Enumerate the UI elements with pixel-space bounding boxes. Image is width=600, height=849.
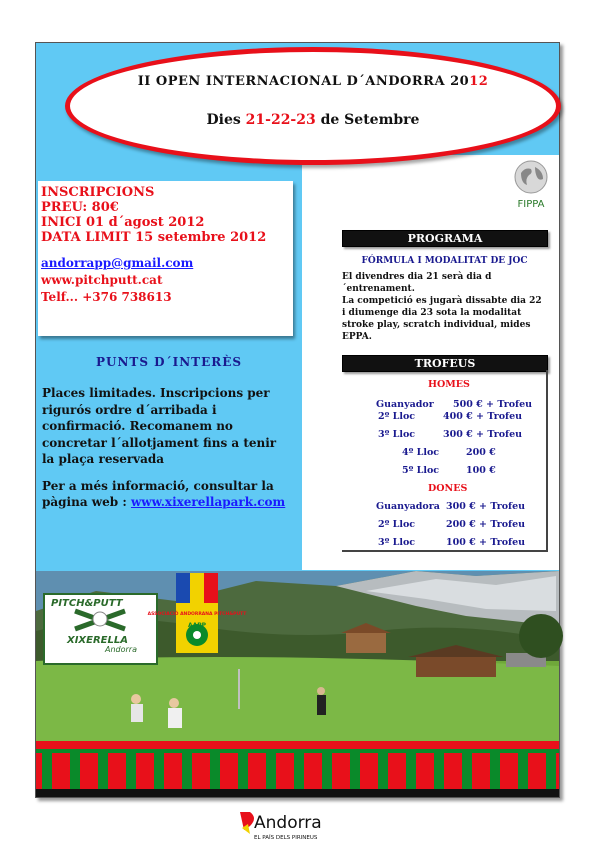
prize-place: 2º Lloc	[378, 519, 416, 530]
prize-amount: 200 €	[466, 447, 496, 458]
event-dates: Dies 21-22-23 de Setembre	[206, 112, 420, 128]
prize-place: 2º Lloc	[378, 411, 416, 422]
andorra-tagline: EL PAÍS DELS PIRINEUS	[254, 835, 318, 841]
inscriptions-line: INSCRIPCIONS	[41, 185, 155, 200]
aapp-text: ASSOCIACIÓ ANDORRANA PITCH&PUTT	[147, 612, 247, 617]
prize-place: Guanyadora	[376, 501, 440, 512]
golf-ball-icon	[70, 609, 130, 631]
program-heading: PROGRAMA	[342, 230, 548, 247]
flag-stripes	[36, 741, 559, 797]
interest-paragraph: Places limitades. Inscripcions per rigurós ordre d´arribada i confirmació. Recomanem no concretar l´allotjament fins a tenir la plaça reservada	[42, 386, 277, 466]
prize-place: 4º Lloc	[402, 447, 440, 458]
xixerella-text: XIXERELLA	[67, 635, 128, 646]
format-title: FÓRMULA I MODALITAT DE JOC	[361, 256, 528, 266]
men-heading: HOMES	[428, 379, 470, 390]
program-details	[342, 255, 547, 343]
phone-text: Telf... +376 738613	[41, 290, 172, 304]
prize-place: 3º Lloc	[378, 537, 416, 548]
title-oval	[65, 47, 561, 165]
event-title: II OPEN INTERNACIONAL D´ANDORRA 2012	[137, 74, 489, 89]
interest-heading: PUNTS D´INTERÈS	[95, 355, 243, 369]
prize-place: 3º Lloc	[378, 429, 416, 440]
prize-place: Guanyador	[376, 399, 434, 410]
aapp-short: AAPP	[187, 622, 207, 629]
inscriptions-line: INICI 01 d´agost 2012	[41, 215, 205, 230]
fippa-logo	[506, 159, 556, 217]
prize-place: 5º Lloc	[402, 465, 440, 476]
xixerella-link[interactable]: www.xixerellapark.com	[130, 495, 286, 509]
inscriptions-line: DATA LIMIT 15 setembre 2012	[41, 230, 267, 245]
andorra-logo	[238, 808, 338, 842]
poster	[35, 42, 560, 798]
program-line: La competició es jugarà dissabte dia 22 i diumenge dia 23 sota la modalitat stroke play, scratch individual, mides EPPA.	[342, 296, 542, 342]
prize-amount: 100 €	[466, 465, 496, 476]
inscriptions-line: PREU: 80€	[41, 200, 119, 215]
prize-amount: 100 € + Trofeu	[446, 537, 526, 548]
pitch-putt-xixerella-logo	[43, 593, 158, 665]
prize-amount: 200 € + Trofeu	[446, 519, 526, 530]
interest-text	[42, 385, 292, 511]
email-link[interactable]: andorrapp@gmail.com	[41, 256, 194, 270]
pitchputt-text: PITCH&PUTT	[51, 598, 123, 609]
fippa-label: FIPPA	[517, 199, 545, 210]
inscriptions-box	[38, 181, 293, 336]
website-text: www.pitchputt.cat	[41, 273, 163, 287]
program-line: El divendres dia 21 serà dia d´entrenament.	[342, 272, 492, 294]
more-info: Per a més informació, consultar la pàgina web : www.xixerellapark.com	[42, 478, 286, 509]
prize-amount: 300 € + Trofeu	[443, 429, 523, 440]
aapp-logo	[147, 573, 247, 661]
globe-icon	[513, 159, 549, 195]
trophies-heading: TROFEUS	[342, 355, 548, 372]
prize-amount: 300 € + Trofeu	[446, 501, 526, 512]
xixerella-sub: Andorra	[105, 645, 137, 654]
prize-amount: 400 € + Trofeu	[443, 411, 523, 422]
prize-amount: 500 € + Trofeu	[453, 399, 533, 410]
women-heading: DONES	[428, 483, 468, 494]
andorra-word: Andorra	[254, 813, 322, 833]
